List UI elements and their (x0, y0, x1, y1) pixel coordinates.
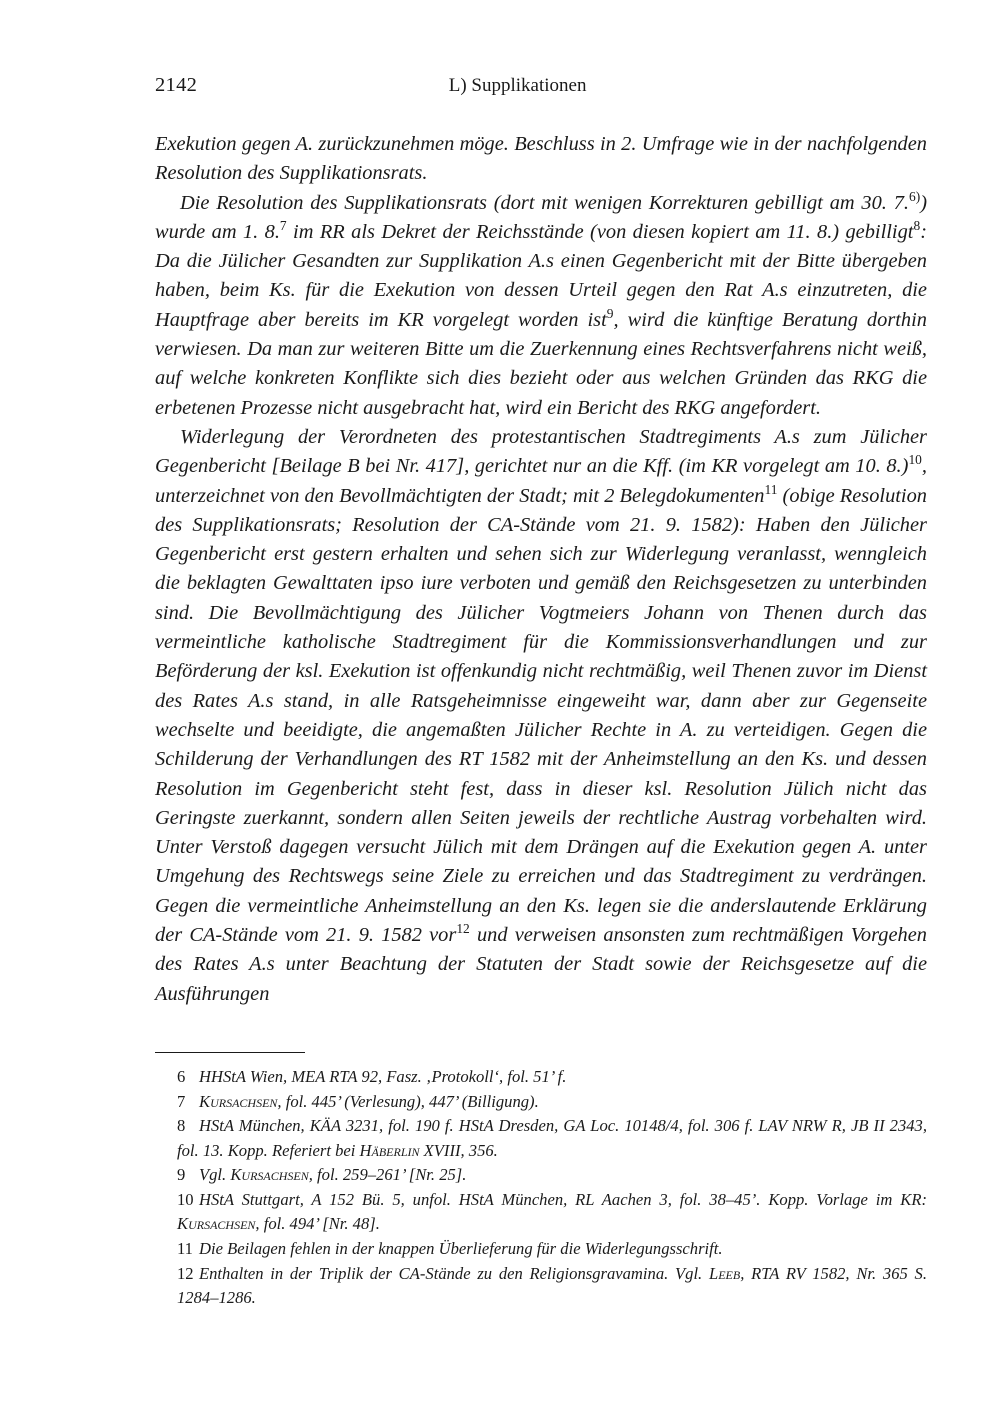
footnote (155, 1090, 927, 1114)
footnote-number: 8 (177, 1116, 186, 1136)
footnote-text: HStA Stuttgart, A 152 Bü. 5, unfol. HStA München, RL Aachen 3, fol. 38–45’. Kopp. Vorlage im KR: Kursachsen, fol. 494’ [Nr. 48]. (177, 1190, 927, 1234)
paragraph: Exekution gegen A. zurückzunehmen möge. Beschluss in 2. Umfrage wie in der nachfolgenden Resolution des Supplikationsrats. (155, 133, 927, 185)
footnotes-section (155, 1052, 927, 1311)
footnote (155, 1065, 927, 1089)
footnote-text: Enthalten in der Triplik der CA-Stände zu den Religionsgravamina. Vgl. Leeb, RTA RV 1582, Nr. 365 S. 1284–1286. (177, 1263, 927, 1307)
footnote (155, 1163, 927, 1187)
body-text (155, 130, 927, 1009)
footnote-number: 9 (177, 1165, 186, 1185)
footnote-text: Kursachsen, fol. 445’ (Verlesung), 447’ (Billigung). (199, 1091, 539, 1111)
paragraph: Widerlegung der Verordneten des protestantischen Stadtregiments A.s zum Jülicher Gegenbericht [Beilage B bei Nr. 417], gerichtet nur an die Kff. (im KR vorgelegt am 10. 8.)$^{10}$, unterzeichnet von den Bevollmächtigten der Stadt; mit 2 Belegdokumenten$^{11}$ (obige Resolution des Supplikationsrats; Resolution der CA-Stände vom 21. 9. 1582): Haben den Jülicher Gegenbericht erst gestern erhalten und sehen sich zur Widerlegung veranlasst, wenngleich die beklagten Gewalttaten ipso iure verboten und gemäß den Reichsgesetzen zu unterbinden sind. Die Bevollmächtigung des Jülicher Vogtmeiers Johann von Thenen durch das vermeintliche katholische Stadtregiment für die Kommissionsverhandlungen und zur Beförderung der ksl. Exekution ist offenkundig nicht rechtmäßig, weil Thenen zuvor im Dienst des Rates A.s stand, in alle Ratsgeheimnisse eingeweiht war, dann aber zur Gegenseite wechselte und beeidigte, die angemaßten Jülicher Rechte in A. zu verteidigen. Gegen die Schilderung der Verhandlungen des RT 1582 mit der Anheimstellung an den Ks. und dessen Resolution im Gegenbericht steht fest, dass in dieser ksl. Resolution Jülich nicht das Geringste zuerkannt, sondern allen Seiten jeweils der rechtliche Austrag vorbehalten wird. Unter Verstoß dagegen versucht Jülich mit dem Drängen auf die Exekution gegen A. unter Umgehung des Rechtswegs seine Ziele zu erreichen und das Stadtregiment zu verdrängen. Gegen die vermeintliche Anheimstellung an den Ks. legen sie die anderslautende Erklärung der CA-Stände vom 21. 9. 1582 vor$^{12}$ und verweisen ansonsten zum rechtmäßigen Vorgehen des Rates A.s unter Beachtung der Statuten der Stadt sowie der Reichsgesetze auf die Ausführungen (155, 425, 927, 1005)
footnote-number: 7 (177, 1091, 186, 1111)
footnote (155, 1114, 927, 1162)
page-number: 2142 (155, 74, 198, 96)
footnote (155, 1262, 927, 1310)
footnote-rule (155, 1052, 305, 1053)
paragraph: Die Resolution des Supplikationsrats (dort mit wenigen Korrekturen gebilligt am 30. 7.$^{6)}$) wurde am 1. 8.$^7$ im RR als Dekret der Reichsstände (von diesen kopiert am 11. 8.) gebilligt$^8$: Da die Jülicher Gesandten zur Supplikation A.s einen Gegenbericht mit der Bitte übergeben haben, beim Ks. für die Exekution von dessen Urteil gegen den Rat A.s einzutreten, die Hauptfrage aber bereits im KR vorgelegt worden ist$^9$, wird die künftige Beratung dorthin verwiesen. Da man zur weiteren Bitte um die Zuerkennung eines Rechtsverfahrens nicht weiß, auf welche konkreten Konflikte sich dies bezieht oder aus welchen Gründen das RKG die erbetenen Prozesse nicht ausgebracht hat, wird ein Bericht des RKG angefordert. (155, 188, 927, 419)
footnote (155, 1188, 927, 1236)
footnote-number: 10 (177, 1190, 194, 1210)
running-title: L) Supplikationen (448, 75, 587, 96)
footnote-number: 6 (177, 1067, 186, 1086)
footnote-text: Vgl. Kursachsen, fol. 259–261’ [Nr. 25]. (199, 1165, 467, 1185)
footnote-text: HStA München, KÄA 3231, fol. 190 f. HStA Dresden, GA Loc. 10148/4, fol. 306 f. LAV NRW R, JB II 2343, fol. 13. Kopp. Referiert bei Häberlin XVIII, 356. (177, 1116, 927, 1160)
footnote-number: 11 (177, 1238, 193, 1258)
footnote-text: HHStA Wien, MEA RTA 92, Fasz. ‚Protokoll‘, fol. 51’ f. (199, 1067, 567, 1086)
running-head (155, 74, 916, 100)
footnote-text: Die Beilagen fehlen in der knappen Überlieferung für die Widerlegungsschrift. (199, 1238, 723, 1258)
footnote-number: 12 (177, 1263, 194, 1283)
footnote (155, 1237, 927, 1261)
